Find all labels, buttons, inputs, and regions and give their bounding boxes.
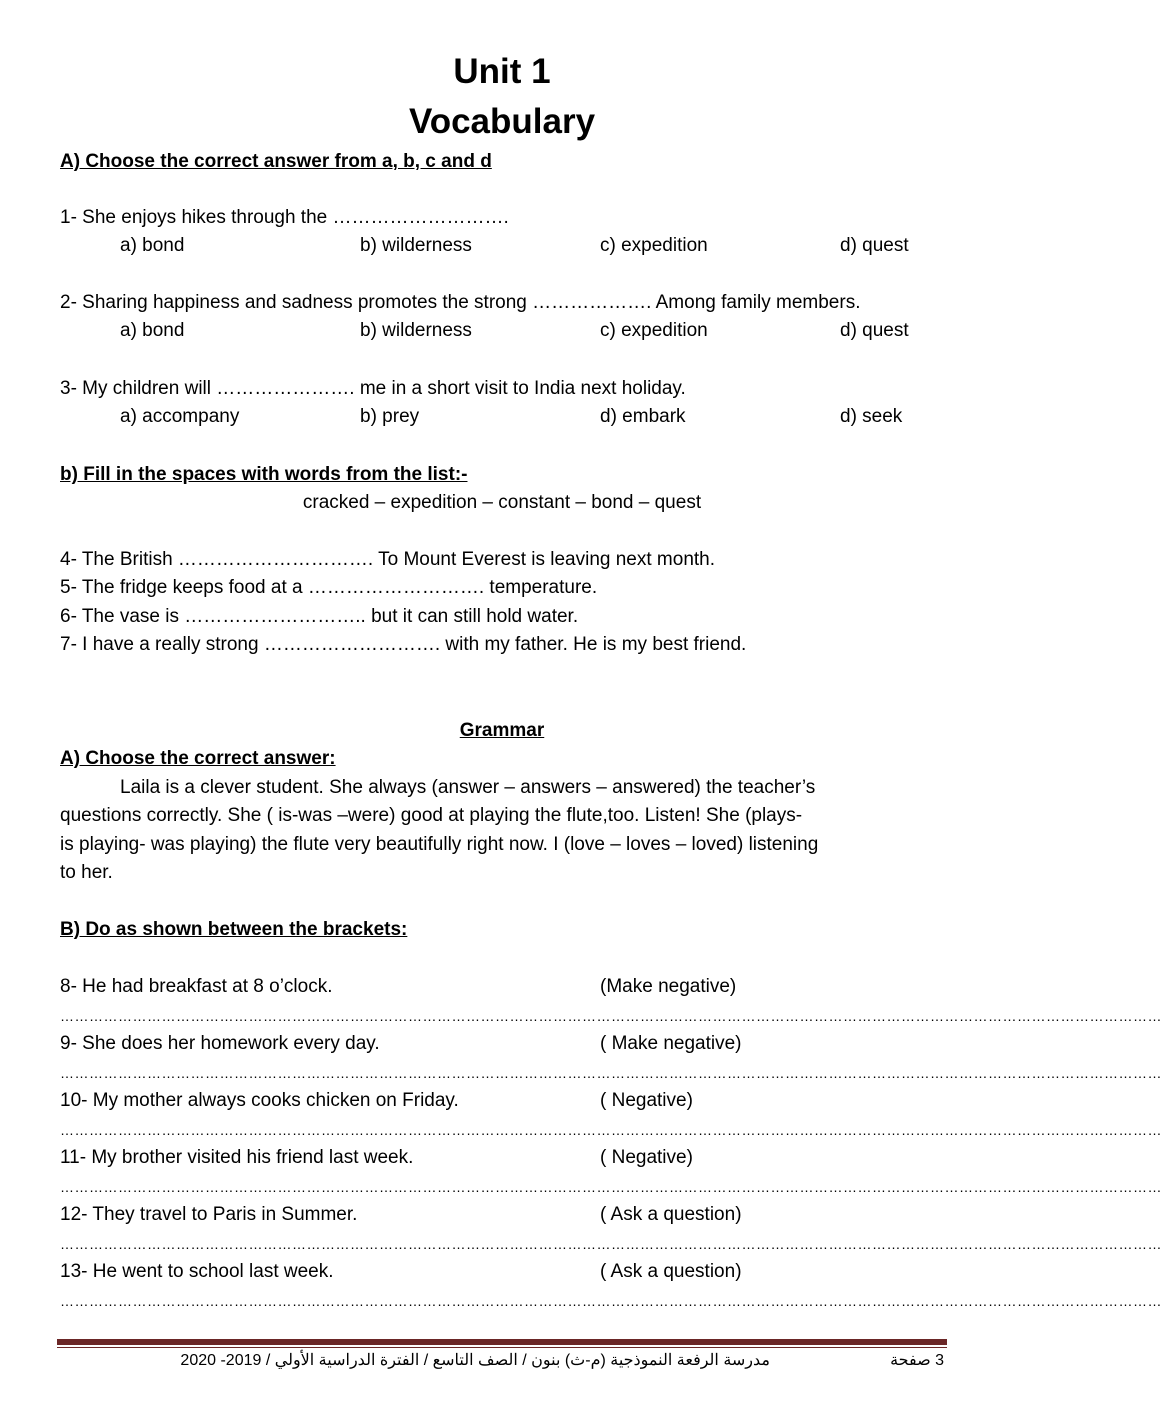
- fill-item: 4- The British …………………………. To Mount Everest is leaving next month.: [60, 549, 716, 570]
- fill-item: 7- I have a really strong ………………………. with my father. He is my best friend.: [60, 634, 747, 655]
- paragraph-line: to her.: [60, 862, 113, 883]
- answer-line[interactable]: …………………………………………………………………………………………………………………………………………………………………………………………………………: [60, 1236, 1162, 1252]
- answer-option[interactable]: d) embark: [600, 406, 686, 427]
- vocab-section-b-heading: b) Fill in the spaces with words from the list:-: [60, 464, 468, 485]
- answer-option[interactable]: c) expedition: [600, 320, 708, 341]
- answer-option[interactable]: d) seek: [840, 406, 903, 427]
- answer-option[interactable]: a) accompany: [120, 406, 240, 427]
- answer-option[interactable]: b) wilderness: [360, 320, 472, 341]
- grammar-section-a-heading: A) Choose the correct answer:: [60, 748, 336, 769]
- question-text: 1- She enjoys hikes through the ……………………….: [60, 207, 509, 228]
- transform-question: 13- He went to school last week.: [60, 1261, 334, 1282]
- instruction: ( Ask a question): [600, 1204, 742, 1225]
- paragraph-line: Laila is a clever student. She always (answer – answers – answered) the teacher’s: [120, 777, 816, 798]
- instruction: ( Negative): [600, 1147, 693, 1168]
- paragraph-line: is playing- was playing) the flute very beautifully right now. I (love – loves – loved) listening: [60, 834, 819, 855]
- answer-line[interactable]: …………………………………………………………………………………………………………………………………………………………………………………………………………: [60, 1293, 1162, 1309]
- transform-question: 9- She does her homework every day.: [60, 1033, 380, 1054]
- transform-question: 8- He had breakfast at 8 o’clock.: [60, 976, 333, 997]
- transform-question: 12- They travel to Paris in Summer.: [60, 1204, 358, 1225]
- fill-item: 5- The fridge keeps food at a ………………………. temperature.: [60, 577, 598, 598]
- question-text: 3- My children will …………………. me in a short visit to India next holiday.: [60, 378, 686, 399]
- answer-option[interactable]: c) expedition: [600, 235, 708, 256]
- vocab-section-a-heading: A) Choose the correct answer from a, b, c and d: [60, 151, 492, 172]
- answer-option[interactable]: b) prey: [360, 406, 420, 427]
- transform-question: 10- My mother always cooks chicken on Friday.: [60, 1090, 459, 1111]
- instruction: ( Negative): [600, 1090, 693, 1111]
- answer-line[interactable]: …………………………………………………………………………………………………………………………………………………………………………………………………………: [60, 1008, 1162, 1024]
- answer-option[interactable]: a) bond: [120, 235, 185, 256]
- footer-rule-thin: [57, 1347, 947, 1348]
- footer-school: مدرسة الرفعة النموذجية (م-ث) بنون / الصف التاسع / الفترة الدراسية الأولي / 2019- 2020: [180, 1352, 770, 1369]
- answer-line[interactable]: …………………………………………………………………………………………………………………………………………………………………………………………………………: [60, 1122, 1162, 1138]
- instruction: ( Make negative): [600, 1033, 742, 1054]
- footer-page-number: 3 صفحة: [890, 1352, 944, 1369]
- unit-title: Unit 1: [453, 52, 551, 91]
- question-text: 2- Sharing happiness and sadness promotes the strong ………………. Among family members.: [60, 292, 861, 313]
- grammar-section-b-heading: B) Do as shown between the brackets:: [60, 919, 408, 940]
- grammar-title: Grammar: [459, 720, 545, 741]
- answer-option[interactable]: d) quest: [840, 235, 909, 256]
- transform-question: 11- My brother visited his friend last week.: [60, 1147, 414, 1168]
- answer-option[interactable]: b) wilderness: [360, 235, 472, 256]
- fill-item: 6- The vase is ……………………….. but it can still hold water.: [60, 606, 579, 627]
- answer-option[interactable]: d) quest: [840, 320, 909, 341]
- word-list: cracked – expedition – constant – bond – quest: [302, 492, 702, 513]
- footer-rule: [57, 1339, 947, 1345]
- answer-line[interactable]: …………………………………………………………………………………………………………………………………………………………………………………………………………: [60, 1065, 1162, 1081]
- answer-option[interactable]: a) bond: [120, 320, 185, 341]
- instruction: (Make negative): [600, 976, 737, 997]
- answer-line[interactable]: …………………………………………………………………………………………………………………………………………………………………………………………………………: [60, 1179, 1162, 1195]
- paragraph-line: questions correctly. She ( is-was –were) good at playing the flute,too. Listen! She (plays-: [60, 805, 803, 826]
- instruction: ( Ask a question): [600, 1261, 742, 1282]
- section-title-vocabulary: Vocabulary: [408, 102, 596, 141]
